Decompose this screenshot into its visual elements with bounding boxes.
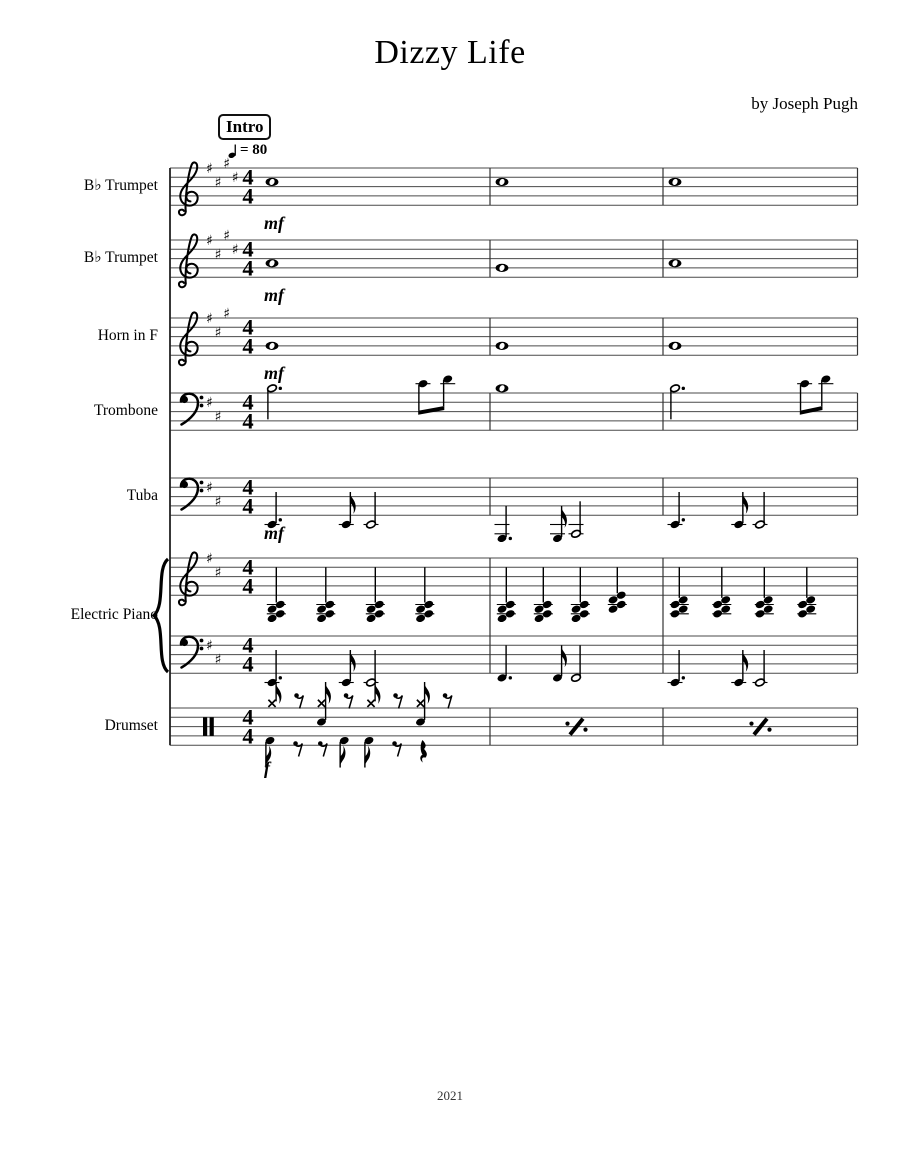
svg-text:♯: ♯: [223, 306, 230, 323]
svg-text:♯: ♯: [214, 174, 222, 191]
svg-text:f: f: [264, 758, 270, 779]
svg-text:♯: ♯: [231, 242, 239, 259]
svg-text:♯: ♯: [223, 156, 230, 173]
notes-tuba: [264, 492, 768, 543]
rehearsal-mark: Intro: [218, 114, 271, 140]
piano-brace: [154, 559, 168, 672]
staff-trombone: [170, 389, 858, 433]
instrument-label-trombone: Trombone: [93, 402, 158, 419]
instrument-label-trumpet-2: B♭ Trumpet: [83, 249, 158, 266]
svg-text:♯: ♯: [214, 652, 222, 669]
svg-text:4: 4: [242, 183, 254, 209]
notes-piano-bass: [265, 645, 768, 687]
dynamic-tuba: [264, 523, 286, 543]
notes-horn: [264, 342, 681, 383]
instrument-label-tuba: Tuba: [126, 487, 158, 504]
staff-trumpet2: [170, 228, 858, 287]
notes-trumpet2: [264, 259, 681, 305]
svg-text:♯: ♯: [206, 310, 213, 327]
bass-clef-icon: [181, 479, 204, 510]
svg-text:4: 4: [242, 554, 254, 580]
svg-text:♯: ♯: [206, 160, 213, 177]
svg-text:4: 4: [242, 651, 254, 677]
svg-text:mf: mf: [264, 523, 284, 544]
treble-clef-icon: [179, 162, 198, 215]
svg-text:4: 4: [242, 704, 254, 730]
svg-text:4: 4: [242, 164, 254, 190]
dynamic-trumpet1: [264, 213, 286, 233]
svg-text:mf: mf: [264, 363, 284, 384]
svg-text:♯: ♯: [206, 550, 213, 567]
svg-text:♯: ♯: [214, 564, 222, 581]
svg-text:♯: ♯: [223, 228, 230, 245]
bass-clef-icon: [181, 637, 204, 668]
staff-horn: [170, 306, 858, 365]
svg-text:mf: mf: [264, 285, 284, 306]
svg-text:4: 4: [242, 493, 254, 519]
svg-text:♯: ♯: [214, 494, 222, 511]
notes-drums: [264, 682, 772, 778]
instrument-label-drumset: Drumset: [104, 717, 158, 734]
footer-year: 2021: [437, 1088, 463, 1103]
piece-title: Dizzy Life: [374, 34, 526, 71]
staff-tuba: [170, 474, 858, 518]
svg-text:♯: ♯: [214, 324, 222, 341]
svg-text:♯: ♯: [206, 395, 213, 412]
svg-text:4: 4: [242, 573, 254, 599]
treble-clef-icon: [179, 312, 198, 365]
svg-text:♯: ♯: [214, 246, 222, 263]
dynamic-trumpet2: [264, 285, 286, 305]
svg-text:mf: mf: [264, 213, 284, 234]
svg-text:♯: ♯: [206, 232, 213, 249]
svg-text:4: 4: [242, 389, 254, 415]
svg-text:♯: ♯: [214, 409, 222, 426]
svg-text:♯: ♯: [206, 480, 213, 497]
instrument-label-electric-piano: Electric Piano: [70, 606, 158, 623]
dynamic-drums: [264, 758, 272, 778]
treble-clef-icon: [179, 552, 198, 605]
notes-trombone: [267, 374, 834, 419]
composer-credit: by Joseph Pugh: [751, 94, 858, 113]
svg-text:4: 4: [242, 255, 254, 281]
svg-text:♯: ♯: [206, 638, 213, 655]
dynamic-horn: [264, 363, 286, 383]
svg-text:4: 4: [242, 333, 254, 359]
staff-piano-treble: [170, 551, 858, 605]
staff-piano-bass: [170, 632, 858, 676]
instrument-label-horn: Horn in F: [97, 327, 158, 344]
bass-clef-icon: [181, 394, 204, 425]
svg-text:4: 4: [242, 314, 254, 340]
treble-clef-icon: [179, 234, 198, 287]
svg-text:4: 4: [242, 723, 254, 749]
svg-text:4: 4: [242, 236, 254, 262]
instrument-label-trumpet-1: B♭ Trumpet: [83, 177, 158, 194]
tempo-text: = 80: [240, 142, 268, 158]
svg-text:♯: ♯: [231, 170, 239, 187]
svg-text:4: 4: [242, 632, 254, 658]
svg-text:4: 4: [242, 408, 254, 434]
svg-text:4: 4: [242, 474, 254, 500]
